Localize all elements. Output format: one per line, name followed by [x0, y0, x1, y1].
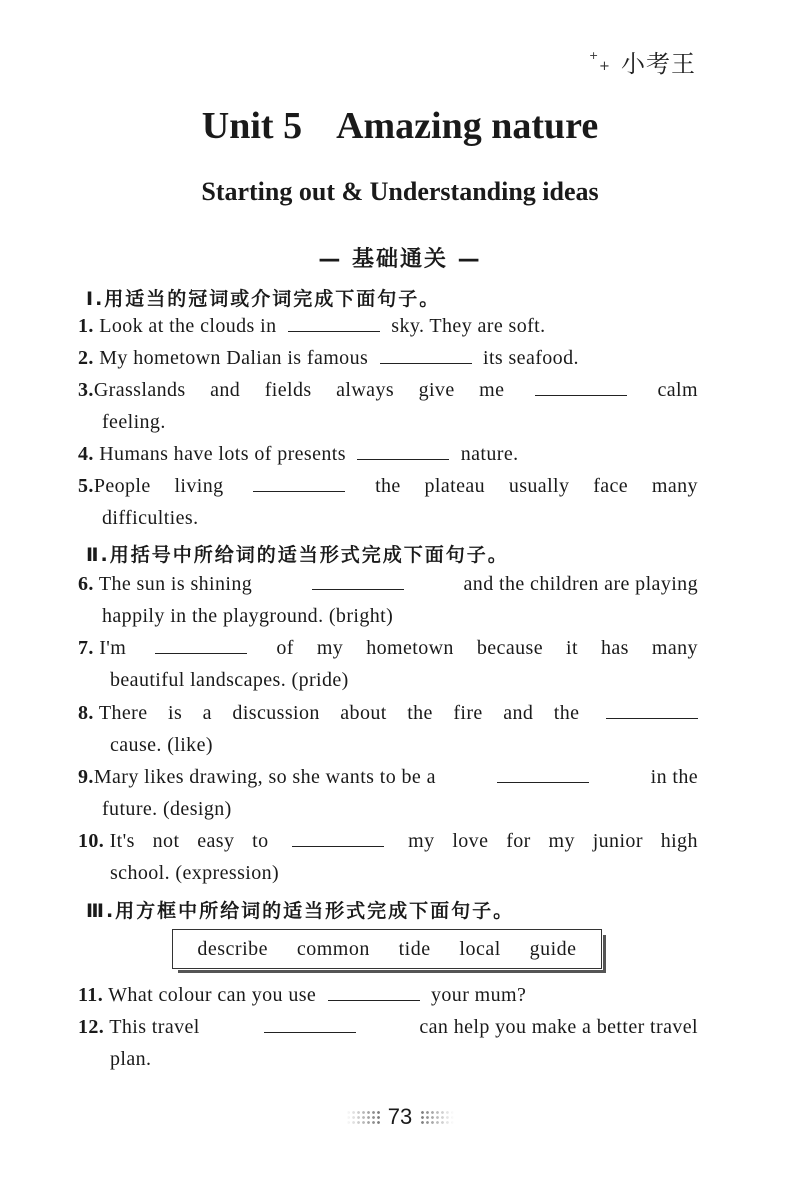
answer-blank[interactable]	[606, 698, 698, 719]
question-text: Mary likes drawing, so she wants to be a	[93, 766, 436, 788]
answer-blank[interactable]	[535, 375, 627, 396]
question-word: usually	[508, 475, 570, 497]
question-word: hometown	[366, 637, 454, 659]
question-word: about	[340, 702, 387, 724]
question-text: can help you make a better travel	[419, 1016, 698, 1038]
question-word: many	[651, 637, 698, 659]
question-text: The sun is shining	[98, 573, 253, 595]
question-text: and the children are playing	[463, 573, 698, 595]
answer-blank[interactable]	[155, 633, 247, 654]
question-word: has	[600, 637, 629, 659]
question-word: always	[336, 379, 395, 401]
question-8	[78, 697, 698, 761]
question-number: 10.	[78, 830, 105, 852]
question-10	[78, 825, 698, 889]
page-footer	[0, 1104, 800, 1130]
unit-number: Unit 5	[201, 105, 303, 147]
question-number: 8.	[78, 702, 94, 724]
question-7	[78, 632, 698, 696]
question-number: 11.	[78, 984, 104, 1006]
section-heading-1: Ⅰ.用适当的冠词或介词完成下面句子。	[86, 288, 441, 310]
question-continuation: plan.	[110, 1048, 152, 1070]
word-bank-item: tide	[398, 937, 431, 960]
question-word: love	[452, 830, 489, 852]
question-word: give	[418, 379, 455, 401]
question-9	[78, 761, 698, 825]
question-word: I'm	[99, 637, 127, 659]
question-text: in the	[650, 766, 698, 788]
question-continuation: feeling.	[102, 411, 166, 433]
question-word: the	[553, 702, 580, 724]
question-word: and	[210, 379, 241, 401]
word-bank-item: local	[459, 937, 501, 960]
question-continuation: school. (expression)	[110, 862, 280, 884]
question-3	[78, 374, 698, 438]
answer-blank[interactable]	[312, 569, 404, 590]
question-number: 4.	[78, 443, 94, 465]
answer-blank[interactable]	[497, 762, 589, 783]
word-bank-item: common	[296, 937, 370, 960]
dot-pattern-icon	[346, 1110, 380, 1124]
question-5	[78, 470, 698, 534]
question-word: the	[375, 475, 401, 497]
question-word: my	[316, 637, 344, 659]
question-word: high	[660, 830, 698, 852]
question-word: plateau	[424, 475, 486, 497]
section-heading-3: Ⅲ.用方框中所给词的适当形式完成下面句子。	[86, 900, 515, 922]
question-word: me	[479, 379, 505, 401]
question-text: My hometown Dalian is famous	[99, 347, 369, 369]
question-number: 3.	[78, 379, 94, 401]
question-text: Look at the clouds in	[99, 315, 277, 337]
question-word: is	[168, 702, 183, 724]
question-word: to	[252, 830, 269, 852]
question-text: What colour can you use	[108, 984, 317, 1006]
unit-name: Amazing nature	[336, 105, 599, 147]
question-word: and	[503, 702, 534, 724]
question-number: 2.	[78, 347, 94, 369]
question-text: sky. They are soft.	[391, 315, 546, 337]
question-continuation: difficulties.	[102, 507, 199, 529]
lesson-subtitle: Starting out & Understanding ideas	[201, 177, 599, 206]
question-continuation: future. (design)	[102, 798, 232, 820]
sparkle-icon: + +	[589, 48, 610, 74]
question-text: your mum?	[431, 984, 527, 1006]
answer-blank[interactable]	[253, 471, 345, 492]
question-word: calm	[657, 379, 698, 401]
question-text: Humans have lots of presents	[99, 443, 346, 465]
question-word: for	[506, 830, 531, 852]
page-number: 73	[387, 1104, 413, 1129]
unit-title	[0, 104, 800, 150]
question-word: not	[152, 830, 180, 852]
brand-label: 小考王	[621, 50, 696, 78]
question-word: many	[651, 475, 698, 497]
question-continuation: cause. (like)	[110, 734, 213, 756]
question-word: easy	[197, 830, 235, 852]
question-number: 1.	[78, 315, 94, 337]
question-number: 5.	[78, 475, 94, 497]
question-word: it	[566, 637, 578, 659]
question-12	[78, 1011, 698, 1075]
question-6	[78, 568, 698, 632]
question-word: my	[408, 830, 435, 852]
answer-blank[interactable]	[328, 980, 420, 1001]
question-word: It's	[109, 830, 135, 852]
question-number: 12.	[78, 1016, 105, 1038]
answer-blank[interactable]	[357, 439, 449, 460]
question-text: nature.	[460, 443, 519, 465]
word-bank-box	[172, 929, 602, 969]
question-number: 6.	[78, 573, 94, 595]
word-bank-item: describe	[197, 937, 269, 960]
question-text: This travel	[109, 1016, 200, 1038]
question-word: fields	[264, 379, 312, 401]
question-text: its seafood.	[482, 347, 579, 369]
question-number: 7.	[78, 637, 94, 659]
question-word: of	[276, 637, 294, 659]
answer-blank[interactable]	[288, 311, 380, 332]
question-word: People	[93, 475, 151, 497]
question-word: There	[98, 702, 148, 724]
question-1	[78, 310, 698, 342]
question-word: the	[407, 702, 433, 724]
question-word: a	[202, 702, 212, 724]
question-continuation: happily in the playground. (bright)	[102, 605, 394, 627]
question-word: my	[548, 830, 575, 852]
question-word: fire	[453, 702, 483, 724]
question-continuation: beautiful landscapes. (pride)	[110, 669, 349, 691]
answer-blank[interactable]	[380, 343, 472, 364]
question-word: junior	[592, 830, 643, 852]
publisher-brand	[587, 44, 696, 79]
dot-pattern-icon	[420, 1110, 454, 1124]
question-word: Grasslands	[93, 379, 186, 401]
question-word: because	[476, 637, 543, 659]
section-banner: — 基础通关 —	[318, 247, 482, 272]
question-4	[78, 438, 698, 470]
section-heading-2: Ⅱ.用括号中所给词的适当形式完成下面句子。	[86, 544, 509, 566]
word-bank-item: guide	[529, 937, 577, 960]
answer-blank[interactable]	[292, 826, 384, 847]
answer-blank[interactable]	[264, 1012, 356, 1033]
question-word: discussion	[232, 702, 320, 724]
question-number: 9.	[78, 766, 94, 788]
question-11	[78, 979, 698, 1011]
question-word: living	[174, 475, 224, 497]
question-word: face	[593, 475, 629, 497]
question-2	[78, 342, 698, 374]
